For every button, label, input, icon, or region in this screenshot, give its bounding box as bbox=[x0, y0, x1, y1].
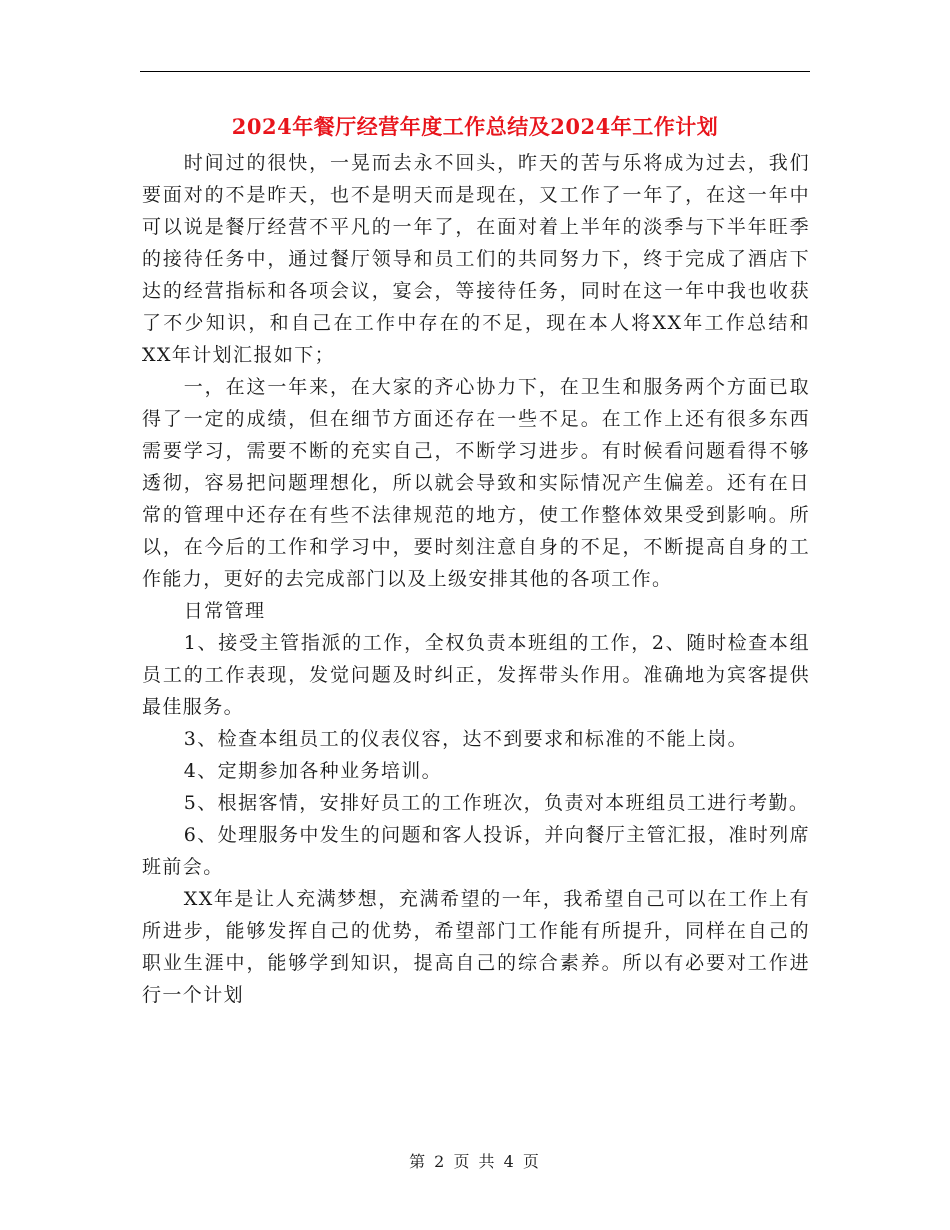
paragraph-intro: 时间过的很快，一晃而去永不回头，昨天的苦与乐将成为过去，我们要面对的不是昨天，也不是明天而是现在，又工作了一年了，在这一年中可以说是餐厅经营不平凡的一年了，在面对着上半年的淡季与下半年旺季的接待任务中，通过餐厅领导和员工们的共同努力下，终于完成了酒店下达的经营指标和各项会议，宴会，等接待任务，同时在这一年中我也收获了不少知识，和自己在工作中存在的不足，现在本人将XX年工作总结和XX年计划汇报如下； bbox=[142, 152, 810, 366]
paragraph-item-4: 4、定期参加各种业务培训。 bbox=[183, 760, 443, 782]
paragraph-daily-management-heading: 日常管理 bbox=[183, 600, 266, 622]
paragraph-item-3: 3、检查本组员工的仪表仪容，达不到要求和标准的不能上岗。 bbox=[183, 728, 749, 750]
paragraph-plan-intro: XX年是让人充满梦想，充满希望的一年，我希望自己可以在工作上有所进步，能够发挥自己的优势，希望部门工作能有所提升，同样在自己的职业生涯中，能够学到知识，提高自己的综合素养。所以有必要对工作进行一个计划 bbox=[142, 888, 810, 1006]
header-rule bbox=[140, 71, 810, 72]
document-title: 2024年餐厅经营年度工作总结及2024年工作计划 bbox=[231, 114, 719, 139]
paragraph-item-1-2: 1、接受主管指派的工作，全权负责本班组的工作，2、随时检查本组员工的工作表现，发觉问题及时纠正，发挥带头作用。准确地为宾客提供最佳服务。 bbox=[142, 632, 810, 718]
paragraph-section-one: 一，在这一年来，在大家的齐心协力下，在卫生和服务两个方面已取得了一定的成绩，但在细节方面还存在一些不足。在工作上还有很多东西需要学习，需要不断的充实自己，不断学习进步。有时候看问题看得不够透彻，容易把问题理想化，所以就会导致和实际情况产生偏差。还有在日常的管理中还存在有些不法律规范的地方，使工作整体效果受到影响。所以，在今后的工作和学习中，要时刻注意自身的不足，不断提高自身的工作能力，更好的去完成部门以及上级安排其他的各项工作。 bbox=[142, 376, 810, 590]
paragraph-item-6: 6、处理服务中发生的问题和客人投诉，并向餐厅主管汇报，准时列席班前会。 bbox=[142, 824, 810, 878]
document-body bbox=[142, 147, 810, 1011]
page-number-footer: 第 2 页 共 4 页 bbox=[409, 1152, 541, 1171]
paragraph-item-5: 5、根据客情，安排好员工的工作班次，负责对本班组员工进行考勤。 bbox=[183, 792, 810, 814]
